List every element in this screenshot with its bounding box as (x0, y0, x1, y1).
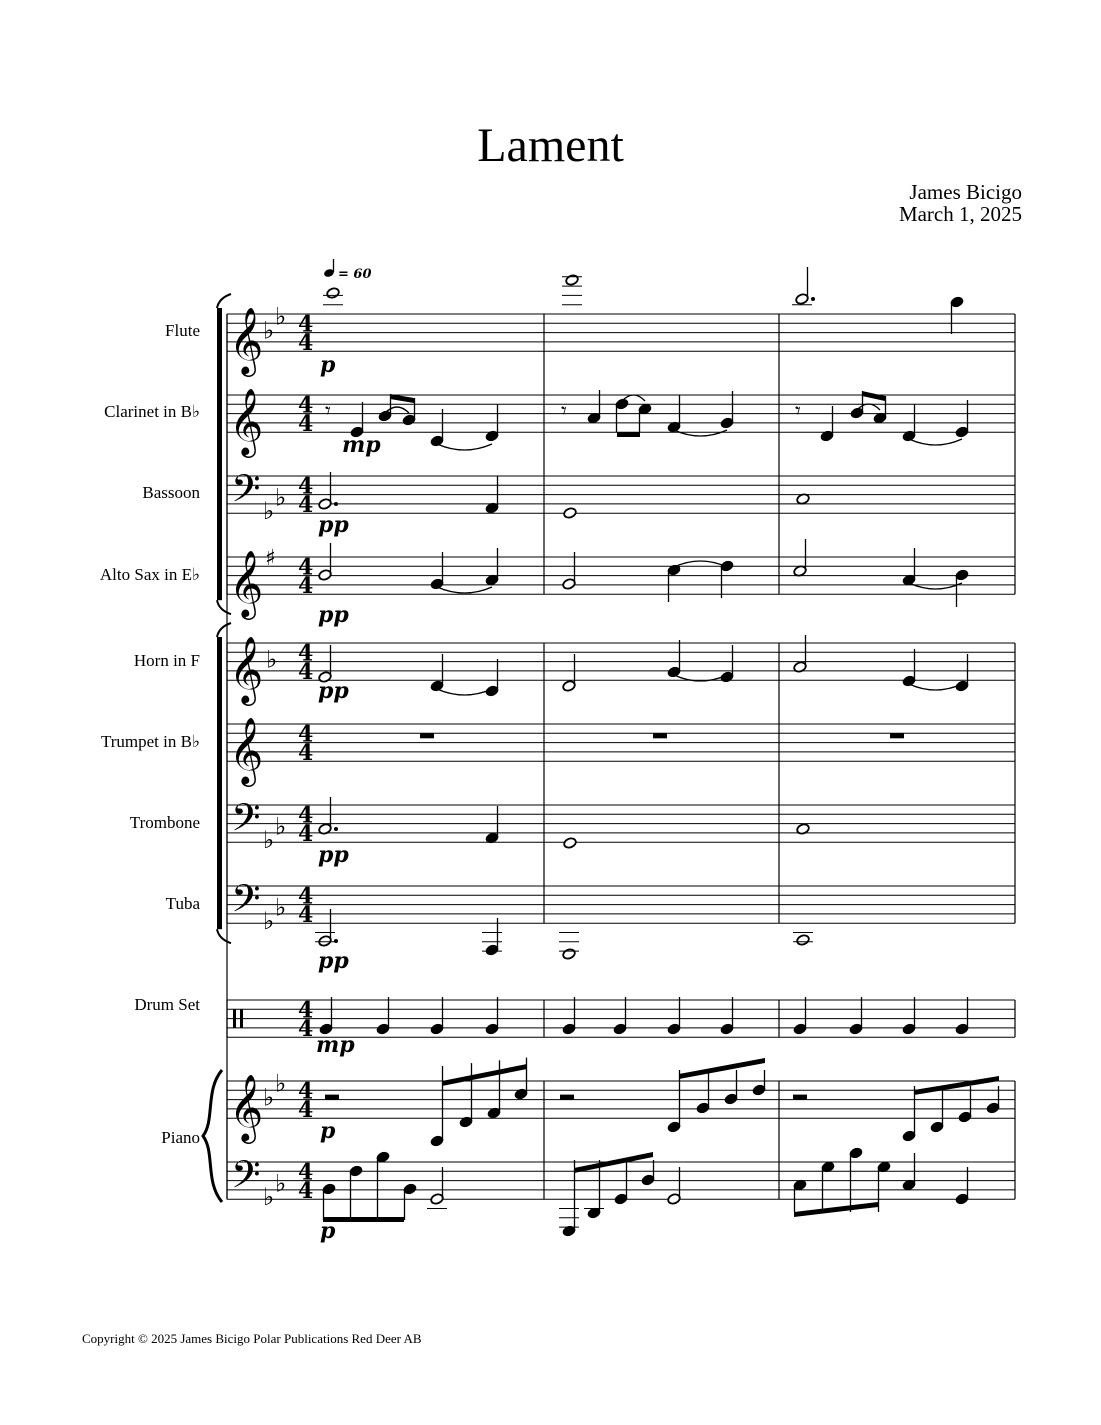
tempo-text: = 60 (338, 267, 372, 282)
dynamic-pp: pp (318, 602, 349, 628)
bass-clef-icon: 𝄢 (231, 1151, 261, 1206)
eighth-rest-icon: 𝄾 (561, 399, 567, 424)
whole-note (563, 837, 577, 849)
dynamic-p: p (320, 352, 336, 378)
treble-clef-icon: 𝄞 (229, 716, 264, 785)
time-signature-bottom: 4 (298, 1097, 314, 1124)
time-signature-bottom: 4 (298, 1016, 314, 1043)
flat-icon: ♭ (263, 1083, 275, 1112)
whole-rest (890, 733, 904, 738)
time-signature-bottom: 4 (298, 659, 314, 686)
time-signature-top: 4 (298, 473, 314, 500)
tie (909, 684, 962, 690)
label-alto-sax: Alto Sax in E♭ (99, 565, 200, 584)
half-rest (325, 1095, 339, 1100)
label-piano: Piano (161, 1128, 200, 1147)
dot (334, 939, 338, 943)
label-bassoon: Bassoon (142, 483, 200, 502)
flat-icon: ♭ (275, 1169, 287, 1198)
percussion-clef-icon (240, 1009, 243, 1028)
bracket (217, 308, 222, 600)
dynamic-mp: mp (316, 1032, 355, 1058)
flat-icon: ♭ (263, 497, 275, 526)
time-signature-bottom: 4 (298, 740, 314, 767)
beam (617, 432, 640, 437)
beam (794, 1202, 878, 1217)
treble-clef-icon: 𝄞 (229, 306, 264, 375)
tie (437, 444, 492, 450)
bass-clef-icon: 𝄢 (231, 465, 261, 520)
time-signature-top: 4 (298, 721, 314, 748)
flat-icon: ♭ (263, 1183, 275, 1212)
bass-clef-icon: 𝄢 (231, 875, 261, 930)
tempo-marking (323, 259, 371, 282)
bracket-hook (217, 929, 231, 943)
treble-clef-icon: 𝄞 (229, 635, 264, 704)
beam (442, 1064, 527, 1086)
time-signature-top: 4 (298, 554, 314, 581)
dynamic-mp: mp (342, 432, 381, 458)
label-flute: Flute (165, 321, 200, 340)
dynamic-pp: pp (318, 512, 349, 538)
time-signature-top: 4 (298, 311, 314, 338)
eighth-rest-icon: 𝄾 (795, 399, 801, 424)
label-clarinet: Clarinet in B♭ (104, 402, 200, 421)
whole-note (796, 934, 810, 946)
sharp-icon: ♯ (265, 546, 276, 571)
dot (334, 502, 338, 506)
beam (679, 1058, 765, 1079)
time-signature-bottom: 4 (298, 573, 314, 600)
dot (811, 297, 815, 301)
half-rest (560, 1095, 574, 1100)
label-trombone: Trombone (129, 813, 200, 832)
treble-clef-icon: 𝄞 (229, 549, 264, 618)
piano-brace (203, 1070, 222, 1202)
time-signature-top: 4 (298, 997, 314, 1024)
tie (909, 583, 962, 589)
label-tuba: Tuba (165, 894, 200, 913)
dynamic-pp: pp (318, 678, 349, 704)
dynamic-pp: pp (318, 842, 349, 868)
dynamic-pp: pp (318, 948, 349, 974)
score-title: Lament (477, 119, 624, 172)
clefs (229, 306, 263, 1206)
time-signature-top: 4 (298, 883, 314, 910)
bass-clef-icon: 𝄢 (231, 794, 261, 849)
beam (862, 391, 885, 401)
flat-icon: ♭ (263, 316, 275, 345)
time-signature-bottom: 4 (298, 411, 314, 438)
tie (437, 689, 492, 695)
key-signatures (263, 303, 286, 1212)
whole-note (565, 274, 579, 286)
whole-rest (420, 733, 434, 738)
flat-icon: ♭ (275, 302, 287, 331)
whole-note (563, 507, 577, 519)
time-signature-bottom: 4 (298, 330, 314, 357)
label-drum-set: Drum Set (134, 995, 200, 1014)
time-signature-bottom: 4 (298, 492, 314, 519)
tie (674, 430, 727, 436)
time-signature-top: 4 (298, 392, 314, 419)
flat-icon: ♭ (275, 893, 287, 922)
whole-rest (653, 733, 667, 738)
flat-icon: ♭ (263, 907, 275, 936)
dot (334, 827, 338, 831)
tie (909, 439, 962, 445)
treble-clef-icon: 𝄞 (229, 1073, 264, 1142)
whole-note (562, 948, 576, 960)
time-signature-bottom: 4 (298, 1178, 314, 1205)
treble-clef-icon: 𝄞 (229, 387, 264, 456)
half-rest (793, 1095, 807, 1100)
dynamic-p: p (320, 1218, 336, 1244)
tie (437, 587, 492, 593)
time-signature-top: 4 (298, 1078, 314, 1105)
bracket (217, 637, 222, 929)
time-signature-top: 4 (298, 1159, 314, 1186)
flat-icon: ♭ (275, 483, 287, 512)
dynamic-p: p (320, 1118, 336, 1144)
label-horn: Horn in F (133, 651, 200, 670)
label-trumpet: Trumpet in B♭ (100, 732, 200, 751)
time-signature-top: 4 (298, 640, 314, 667)
time-signature-bottom: 4 (298, 821, 314, 848)
beam (914, 1076, 999, 1095)
composition-date: March 1, 2025 (898, 202, 1022, 226)
whole-note (326, 287, 340, 299)
time-signature-bottom: 4 (298, 902, 314, 929)
percussion-clef-icon (233, 1009, 236, 1028)
flat-icon: ♭ (275, 812, 287, 841)
flat-icon: ♭ (263, 826, 275, 855)
composer-name: James Bicigo (909, 180, 1022, 204)
flat-icon: ♭ (266, 645, 278, 674)
time-signatures (298, 312, 313, 1205)
copyright-notice: Copyright © 2025 James Bicigo Polar Publications Red Deer AB (82, 1331, 422, 1346)
flat-icon: ♭ (275, 1069, 287, 1098)
time-signature-top: 4 (298, 802, 314, 829)
eighth-rest-icon: 𝄾 (325, 399, 331, 424)
